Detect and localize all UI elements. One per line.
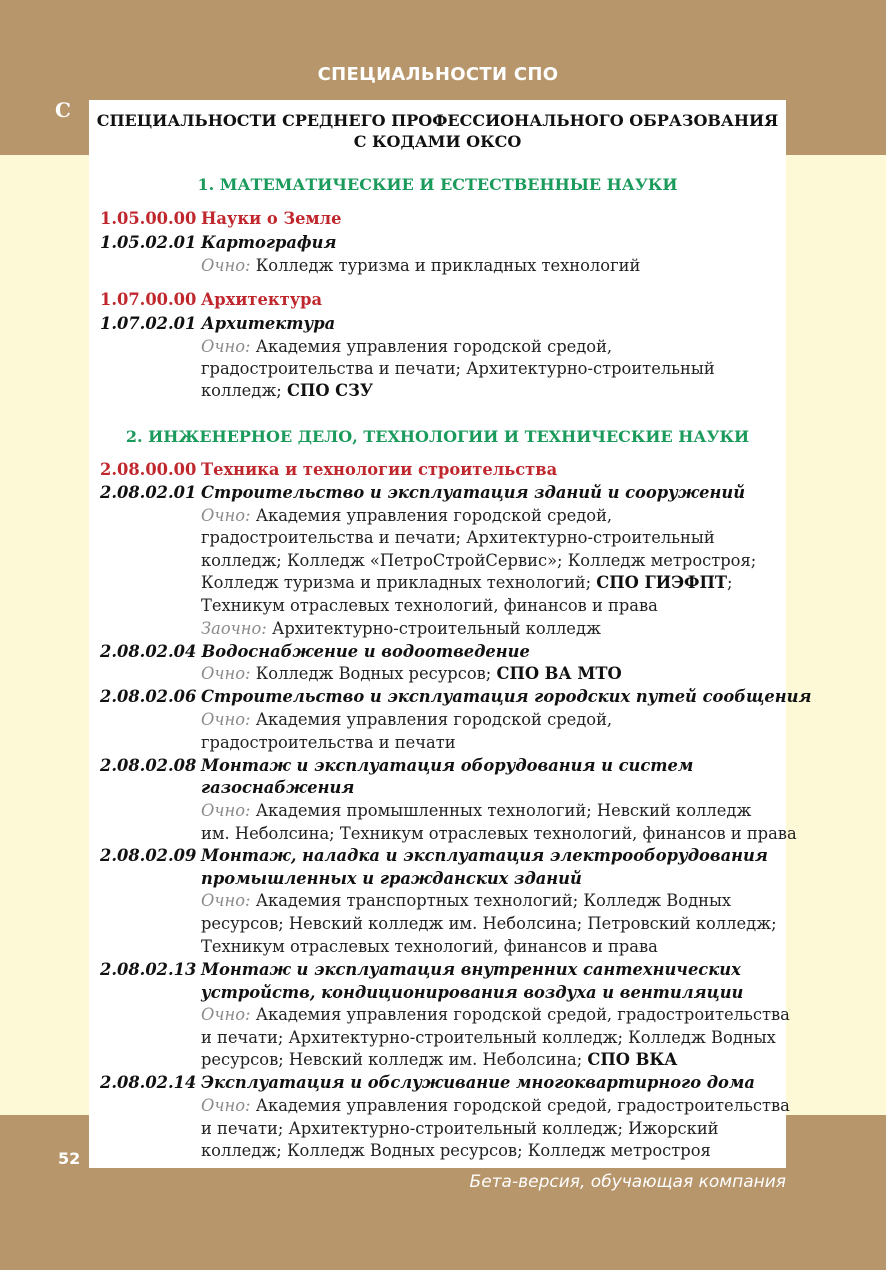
document-title-line: СПЕЦИАЛЬНОСТИ СРЕДНЕГО ПРОФЕССИОНАЛЬНОГО ОБРАЗОВАНИЯ (96, 111, 779, 130)
institution-text: Архитектурно-строительный колледж (271, 619, 601, 638)
institution-line: Техникум отраслевых технологий, финансов и права (201, 937, 658, 956)
specialty-code: 2.08.02.08 (100, 756, 197, 775)
institution-bold: СПО ГИЭФПТ (596, 573, 727, 592)
specialty-row (100, 314, 335, 333)
alphabet-index-letter: С (55, 98, 71, 122)
document-title-line: С КОДАМИ ОКСО (353, 132, 522, 151)
specialty-row (100, 756, 693, 775)
specialty-row (100, 1073, 755, 1092)
institution-line: и печати; Архитектурно-строительный колледж; Колледж Водных (201, 1028, 776, 1047)
specialty-code: 1.05.02.01 (100, 233, 197, 252)
institution-text: Академия управления городской средой, градостроительства (255, 1005, 790, 1024)
institution-text: Академия промышленных технологий; Невский колледж (255, 801, 752, 820)
group-code: 1.05.00.00 (100, 209, 197, 228)
study-mode: Очно: (201, 1096, 251, 1115)
specialty-row (100, 233, 336, 252)
specialty-name: Монтаж и эксплуатация оборудования и систем (201, 756, 694, 775)
page-header-title: СПЕЦИАЛЬНОСТИ СПО (317, 64, 559, 85)
institution-text: Академия управления городской средой, (255, 337, 613, 356)
specialty-name: устройств, кондиционирования воздуха и вентиляции (201, 983, 744, 1002)
institution-line: ресурсов; Невский колледж им. Неболсина; Петровский колледж; (201, 914, 777, 933)
institution-bold: СПО ВА МТО (496, 664, 622, 683)
institution-bold: СПО СЗУ (286, 381, 374, 400)
specialty-name: Монтаж и эксплуатация внутренних сантехнических (201, 960, 741, 979)
specialty-name: Монтаж, наладка и эксплуатация электрооборудования (201, 846, 768, 865)
specialty-name-cont (201, 869, 582, 888)
specialty-code: 2.08.02.09 (100, 846, 197, 865)
institution-text: Академия управления городской средой, (255, 506, 613, 525)
institution-line (201, 801, 751, 820)
institution-line (201, 337, 612, 356)
specialty-code: 1.07.02.01 (100, 314, 197, 333)
study-mode: Очно: (201, 891, 251, 910)
study-mode: Очно: (201, 256, 251, 275)
group-code: 1.07.00.00 (100, 290, 197, 309)
group-row (100, 290, 322, 309)
institution-line (201, 1005, 790, 1024)
institution-line (201, 1050, 677, 1069)
study-mode: Очно: (201, 506, 251, 525)
institution-bold: СПО ВКА (587, 1050, 678, 1069)
institution-text: Академия управления городской средой, (255, 710, 613, 729)
institution-line (201, 573, 733, 592)
specialty-name: промышленных и гражданских зданий (201, 869, 582, 888)
section-heading: 2. ИНЖЕНЕРНОЕ ДЕЛО, ТЕХНОЛОГИИ И ТЕХНИЧЕСКИЕ НАУКИ (125, 427, 750, 446)
specialty-name: Архитектура (201, 314, 336, 333)
specialty-code: 2.08.02.13 (100, 960, 197, 979)
institution-line: градостроительства и печати; Архитектурно-строительный (201, 528, 715, 547)
study-mode: Очно: (201, 801, 251, 820)
institution-text: Академия транспортных технологий; Колледж Водных (255, 891, 732, 910)
document-title (89, 110, 786, 152)
publisher-footer: Бета-версия, обучающая компания (469, 1172, 786, 1192)
institution-text: колледж; (201, 381, 282, 400)
institution-line: и печати; Архитектурно-строительный колледж; Ижорский (201, 1119, 719, 1138)
institution-line (201, 710, 612, 729)
specialty-row (100, 960, 741, 979)
group-row (100, 460, 557, 479)
group-name: Техника и технологии строительства (201, 460, 558, 479)
specialty-row (100, 846, 768, 865)
specialty-name: Строительство и эксплуатация городских путей сообщения (201, 687, 812, 706)
institution-text: Колледж Водных ресурсов; (255, 664, 492, 683)
group-code: 2.08.00.00 (100, 460, 197, 479)
institution-line: градостроительства и печати; Архитектурно-строительный (201, 359, 715, 378)
institution-line: колледж; Колледж Водных ресурсов; Колледж метростроя (201, 1141, 711, 1160)
institution-text: ресурсов; Невский колледж им. Неболсина; (201, 1050, 583, 1069)
study-mode: Очно: (201, 1005, 251, 1024)
specialty-name: Строительство и эксплуатация зданий и сооружений (201, 483, 746, 502)
study-mode: Очно: (201, 710, 251, 729)
institution-line (201, 381, 373, 400)
specialty-name-cont (201, 983, 743, 1002)
section-heading: 1. МАТЕМАТИЧЕСКИЕ И ЕСТЕСТВЕННЫЕ НАУКИ (197, 175, 678, 194)
specialty-name: Водоснабжение и водоотведение (201, 642, 530, 661)
specialty-name: Эксплуатация и обслуживание многоквартирного дома (201, 1073, 755, 1092)
specialty-code: 2.08.02.14 (100, 1073, 197, 1092)
institution-line (201, 891, 731, 910)
group-row (100, 209, 341, 228)
specialty-code: 2.08.02.04 (100, 642, 197, 661)
institution-line (201, 256, 640, 275)
institution-line: Техникум отраслевых технологий, финансов и права (201, 596, 658, 615)
specialty-row (100, 687, 811, 706)
specialty-name: Картография (201, 233, 337, 252)
institution-line (201, 619, 601, 638)
group-name: Науки о Земле (201, 209, 342, 228)
institution-line (201, 1096, 790, 1115)
institution-text: Колледж туризма и прикладных технологий; (201, 573, 592, 592)
study-mode: Очно: (201, 664, 251, 683)
group-name: Архитектура (201, 290, 323, 309)
institution-line: колледж; Колледж «ПетроСтройСервис»; Колледж метростроя; (201, 551, 757, 570)
specialty-code: 2.08.02.06 (100, 687, 197, 706)
specialty-row (100, 642, 530, 661)
institution-text: Колледж туризма и прикладных технологий (255, 256, 641, 275)
institution-line (201, 506, 612, 525)
study-mode: Заочно: (201, 619, 267, 638)
study-mode: Очно: (201, 337, 251, 356)
institution-line: градостроительства и печати (201, 733, 456, 752)
specialty-name-cont (201, 778, 354, 797)
specialty-name: газоснабжения (201, 778, 355, 797)
institution-text: ; (727, 573, 733, 592)
institution-text: Академия управления городской средой, градостроительства (255, 1096, 790, 1115)
institution-line: им. Неболсина; Техникум отраслевых технологий, финансов и права (201, 824, 797, 843)
specialty-row (100, 483, 745, 502)
page-number: 52 (58, 1149, 81, 1168)
institution-line (201, 664, 622, 683)
specialty-code: 2.08.02.01 (100, 483, 197, 502)
